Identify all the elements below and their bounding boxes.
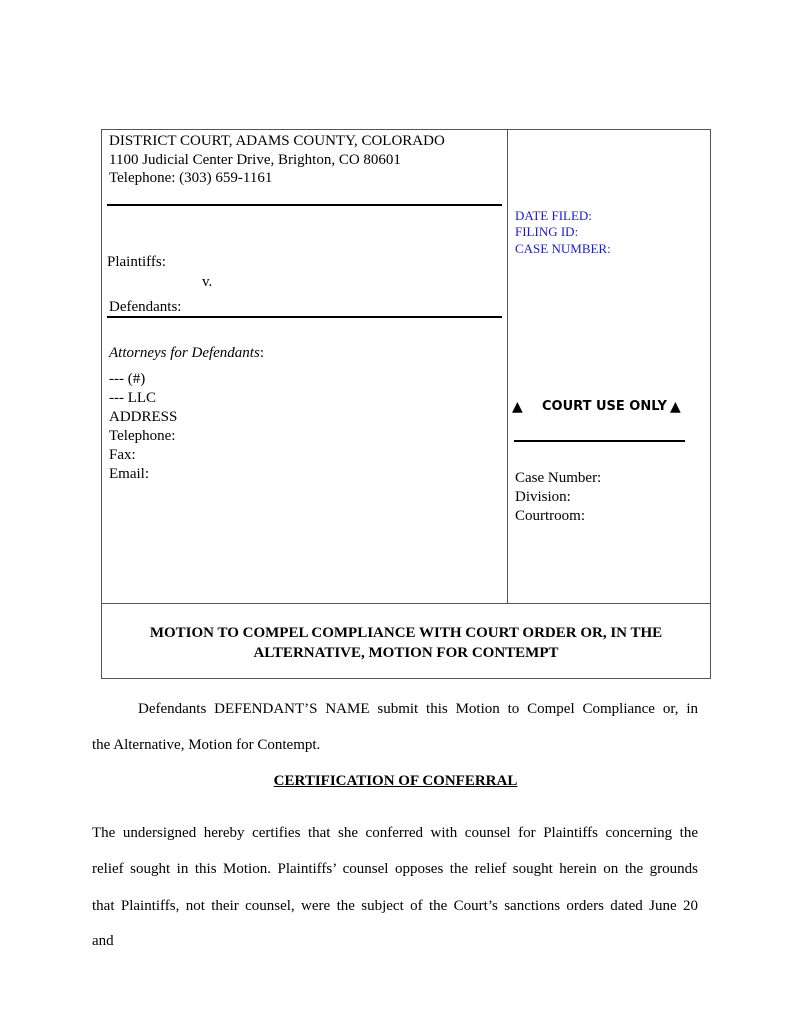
- motion-title: [102, 623, 710, 663]
- attorneys-heading: [109, 344, 264, 363]
- caption-left-cell: [102, 130, 508, 603]
- attorney-line: ADDRESS: [109, 409, 178, 425]
- body-paragraph-line: relief sought in this Motion. Plaintiffs’ counsel opposes the relief sought herein on the grounds: [92, 861, 698, 877]
- intro-paragraph-line: the Alternative, Motion for Contempt.: [92, 737, 321, 753]
- court-use-only-label: COURT USE ONLY: [542, 399, 667, 414]
- courtroom-field: Courtroom:: [515, 508, 585, 524]
- date-filed-label: DATE FILED:: [515, 208, 592, 223]
- court-divider-line: [107, 204, 502, 206]
- defendants-label: Defendants:: [109, 299, 182, 315]
- caption-right-cell: [508, 130, 711, 603]
- court-name: DISTRICT COURT, ADAMS COUNTY, COLORADO: [109, 133, 445, 149]
- court-use-divider-line: [514, 440, 685, 442]
- division-field: Division:: [515, 489, 571, 505]
- plaintiffs-label: Plaintiffs:: [107, 254, 166, 270]
- attorney-line: Telephone:: [109, 428, 176, 444]
- case-number-field: Case Number:: [515, 470, 602, 486]
- attorney-line: Fax:: [109, 447, 136, 463]
- attorney-line: Email:: [109, 466, 149, 482]
- body-paragraph-line: that Plaintiffs, not their counsel, were the subject of the Court’s sanctions orders dated June 20: [92, 898, 698, 914]
- filing-id-label: FILING ID:: [515, 224, 579, 239]
- parties-divider-line: [107, 316, 502, 318]
- triangle-up-icon: ▲: [512, 399, 523, 415]
- attorney-line: --- LLC: [109, 390, 157, 406]
- court-phone: Telephone: (303) 659-1161: [109, 170, 273, 186]
- case-number-filing-label: CASE NUMBER:: [515, 241, 611, 256]
- motion-title-line: MOTION TO COMPEL COMPLIANCE WITH COURT ORDER OR, IN THE: [149, 625, 663, 641]
- motion-title-cell: [102, 603, 710, 679]
- section-heading: CERTIFICATION OF CONFERRAL: [273, 773, 518, 789]
- motion-title-line: ALTERNATIVE, MOTION FOR CONTEMPT: [253, 645, 559, 661]
- triangle-up-icon: ▲: [670, 399, 681, 415]
- versus-label: v.: [202, 274, 213, 290]
- attorneys-colon: :: [259, 345, 264, 361]
- intro-paragraph-line: Defendants DEFENDANT’S NAME submit this Motion to Compel Compliance or, in: [138, 701, 698, 717]
- attorney-line: --- (#): [109, 371, 146, 387]
- body-paragraph-line: and: [92, 933, 114, 949]
- caption-table: [101, 129, 711, 679]
- court-address: 1100 Judicial Center Drive, Brighton, CO 80601: [109, 152, 401, 168]
- body-paragraph-line: The undersigned hereby certifies that she conferred with counsel for Plaintiffs concerning the: [92, 825, 698, 841]
- attorneys-label: Attorneys for Defendants: [109, 345, 260, 361]
